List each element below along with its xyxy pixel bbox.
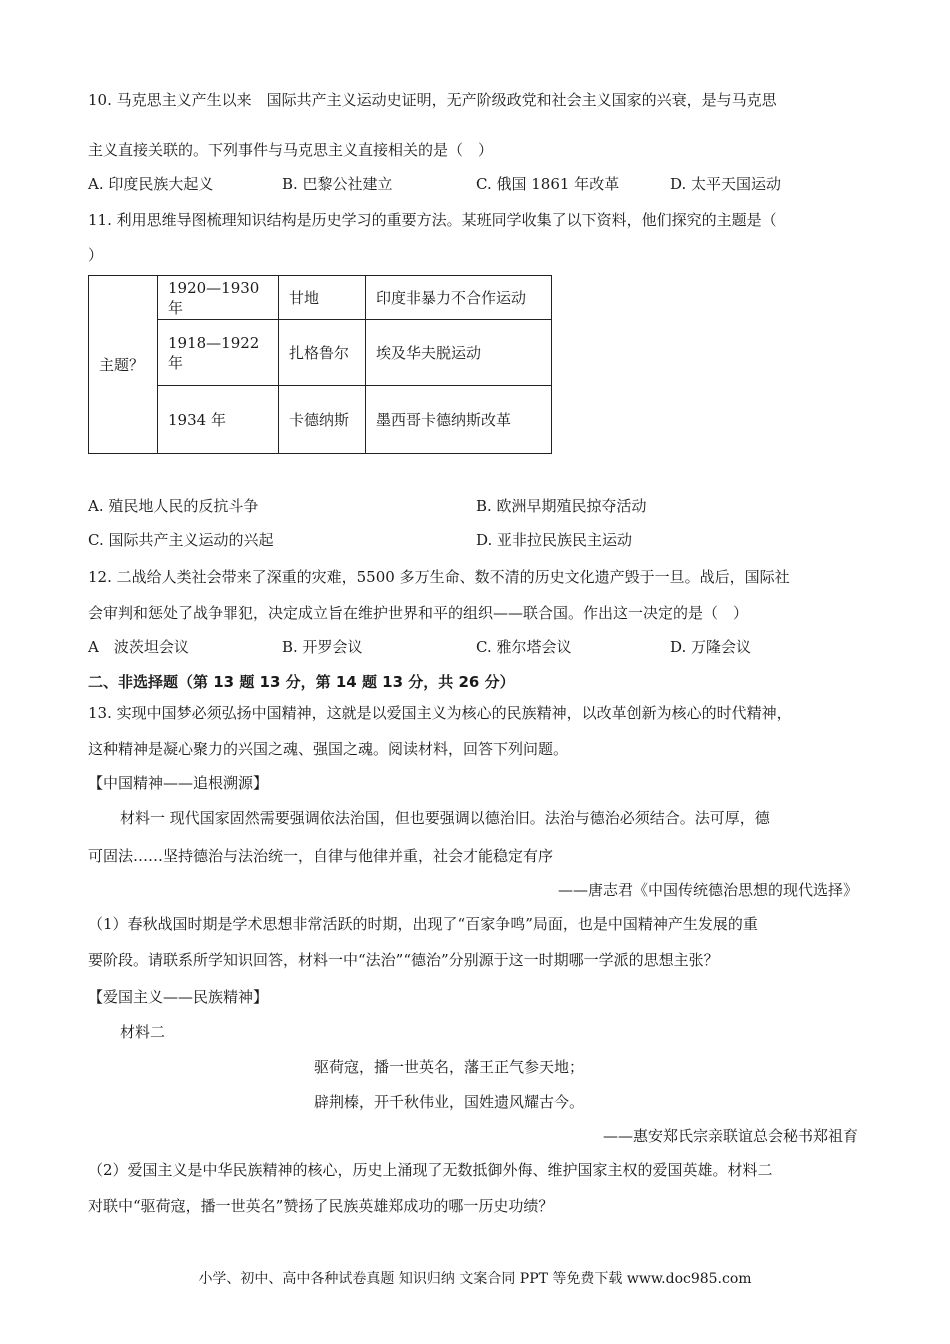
q10-option-b: B. 巴黎公社建立 xyxy=(282,175,393,193)
table-person-cell: 甘地 xyxy=(279,276,366,320)
material2-source: ——惠安郑氏宗亲联谊总会秘书郑祖育 xyxy=(602,1127,858,1145)
q13-part2-line1: （2）爱国主义是中华民族精神的核心，历史上涌现了无数抵御外侮、维护国家主权的爱国英雄。材料二 xyxy=(88,1161,773,1179)
material1-line1: 材料一 现代国家固然需要强调依法治国，但也要强调以德治旧。法治与德治必须结合。法可厚，德 xyxy=(120,809,770,827)
q12-stem-line2: 会审判和惩处了战争罪犯，决定成立旨在维护世界和平的组织——联合国。作出这一决定的是（ ） xyxy=(88,604,749,622)
table-event-cell: 印度非暴力不合作运动 xyxy=(366,276,552,320)
table-years-cell: 1918—1922 年 xyxy=(158,320,279,386)
table-years-cell: 1920—1930 年 xyxy=(158,276,279,320)
couplet-line1: 驱荷寇，播一世英名，藩王正气参天地； xyxy=(314,1058,585,1076)
q13-subsection-title-1: 【中国精神——追根溯源】 xyxy=(88,774,269,792)
q12-option-d: D. 万隆会议 xyxy=(670,638,752,656)
q10-stem-line1: 10. 马克思主义产生以来 国际共产主义运动史证明，无产阶级政党和社会主义国家的兴衰，是与马克思 xyxy=(88,91,777,109)
q11-option-c: C. 国际共产主义运动的兴起 xyxy=(88,531,274,549)
q13-stem-line1: 13. 实现中国梦必须弘扬中国精神，这就是以爱国主义为核心的民族精神，以改革创新为核心的时代精神， xyxy=(88,704,792,722)
section-heading: 二、非选择题（第 13 题 13 分，第 14 题 13 分，共 26 分） xyxy=(88,673,515,691)
table-years-cell: 1934 年 xyxy=(158,386,279,454)
q13-subsection-title-2: 【爱国主义——民族精神】 xyxy=(88,988,269,1006)
q13-part1-line1: （1）春秋战国时期是学术思想非常活跃的时期，出现了“百家争鸣”局面，也是中国精神产生发展的重 xyxy=(88,915,758,933)
table-topic-cell: 主题？ xyxy=(89,276,158,454)
q10-option-a: A. 印度民族大起义 xyxy=(88,175,214,193)
table-event-cell: 埃及华夫脱运动 xyxy=(366,320,552,386)
material1-line2: 可固法……坚持德治与法治统一，自律与他律并重，社会才能稳定有序 xyxy=(88,847,554,865)
material1-source: ——唐志君《中国传统德治思想的现代选择》 xyxy=(557,881,858,899)
q13-part1-line2: 要阶段。请联系所学知识回答，材料一中“法治”“德治”分别源于这一时期哪一学派的思想主张？ xyxy=(88,951,719,969)
q10-option-c: C. 俄国 1861 年改革 xyxy=(476,175,620,193)
q11-stem-line1: 11. 利用思维导图梳理知识结构是历史学习的重要方法。某班同学收集了以下资料，他们探究的主题是（ xyxy=(88,211,777,229)
page-footer: 小学、初中、高中各种试卷真题 知识归纳 文案合同 PPT 等免费下载 www.doc985.com xyxy=(198,1271,752,1287)
q11-option-b: B. 欧洲早期殖民掠夺活动 xyxy=(476,497,647,515)
table-event-cell: 墨西哥卡德纳斯改革 xyxy=(366,386,552,454)
q11-option-a: A. 殖民地人民的反抗斗争 xyxy=(88,497,259,515)
table-person-cell: 扎格鲁尔 xyxy=(279,320,366,386)
q10-option-d: D. 太平天国运动 xyxy=(670,175,782,193)
q12-option-a: A 波茨坦会议 xyxy=(88,638,189,656)
q12-option-c: C. 雅尔塔会议 xyxy=(476,638,572,656)
q12-option-b: B. 开罗会议 xyxy=(282,638,363,656)
couplet-line2: 辟荆榛，开千秋伟业，国姓遗风耀古今。 xyxy=(314,1093,585,1111)
q13-stem-line2: 这种精神是凝心聚力的兴国之魂、强国之魂。阅读材料，回答下列问题。 xyxy=(88,740,569,758)
material2-label: 材料二 xyxy=(120,1023,166,1041)
q13-part2-line2: 对联中“驱荷寇，播一世英名”赞扬了民族英雄郑成功的哪一历史功绩？ xyxy=(88,1197,554,1215)
q11-option-d: D. 亚非拉民族民主运动 xyxy=(476,531,633,549)
q10-stem-line2: 主义直接关联的。下列事件与马克思主义直接相关的是（ ） xyxy=(88,141,494,159)
q11-stem-line2: ） xyxy=(88,246,104,264)
q11-data-table xyxy=(88,275,552,454)
table-person-cell: 卡德纳斯 xyxy=(279,386,366,454)
q12-stem-line1: 12. 二战给人类社会带来了深重的灾难，5500 多万生命、数不清的历史文化遗产毁于一旦。战后，国际社 xyxy=(88,568,790,586)
